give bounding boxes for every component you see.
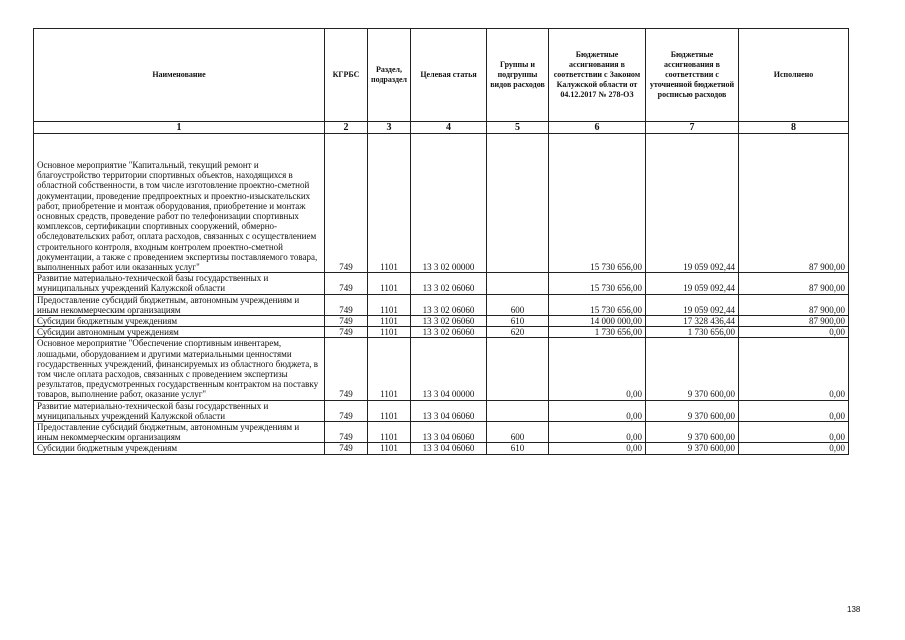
row-refined-amount: 19 059 092,44: [646, 273, 739, 294]
table-row: [34, 273, 849, 294]
row-kgrbs: 749: [325, 294, 368, 315]
row-refined-amount: 9 370 600,00: [646, 400, 739, 421]
row-law-amount: 14 000 000,00: [549, 316, 646, 327]
row-kgrbs: 749: [325, 316, 368, 327]
row-refined-amount: 9 370 600,00: [646, 443, 739, 454]
row-executed-amount: 87 900,00: [739, 294, 849, 315]
column-number: 3: [368, 122, 411, 134]
header-target-article: Целевая статья: [411, 29, 487, 122]
row-kgrbs: 749: [325, 273, 368, 294]
row-kgrbs: 749: [325, 443, 368, 454]
header-law-allocations: Бюджетные ассигнования в соответствии с Законом Калужской области от 04.12.2017 № 278-ОЗ: [549, 29, 646, 122]
header-executed: Исполнено: [739, 29, 849, 122]
row-kgrbs: 749: [325, 422, 368, 443]
row-name: Основное мероприятие "Капитальный, текущий ремонт и благоустройство территории спортивных объектов, находящихся в областной собственности, в том числе изготовление проектно-сметной документации, проведение предпроектных и проектно-изыскательских работ, приобретение и монтаж оборудования, приобретение и монтаж основных средств, проведение работ по телефонизации спортивных комплексов, сертификации спортивных сооружений, обмерно-обследовательских работ, оплата расходов, связанных с осуществлением строительного контроля, входным контролем проектно-сметной документации, а также с проведением экспертизы поставляемого товара, выполненных работ или оказанных услуг": [34, 134, 325, 273]
column-number: 6: [549, 122, 646, 134]
row-name: Развитие материально-технической базы государственных и муниципальных учреждений Калужской области: [34, 273, 325, 294]
row-executed-amount: 0,00: [739, 443, 849, 454]
row-name: Основное мероприятие "Обеспечение спортивным инвентарем, лошадьми, оборудованием и другими материальными ценностями государственных учреждений, финансируемых из областного бюджета, в том числе оплата расходов, связанных с проведением экспертизы результатов, предусмотренных государственным контрактом на поставку товаров, выполнение работ, оказание услуг": [34, 338, 325, 400]
row-refined-amount: 1 730 656,00: [646, 327, 739, 338]
row-executed-amount: 0,00: [739, 400, 849, 421]
row-name: Субсидии бюджетным учреждениям: [34, 443, 325, 454]
row-refined-amount: 9 370 600,00: [646, 338, 739, 400]
row-section: 1101: [368, 273, 411, 294]
header-expense-groups: Группы и подгруппы видов расходов: [487, 29, 549, 122]
header-kgrbs: КГРБС: [325, 29, 368, 122]
row-executed-amount: 87 900,00: [739, 316, 849, 327]
row-name: Субсидии автономным учреждениям: [34, 327, 325, 338]
row-refined-amount: 19 059 092,44: [646, 134, 739, 273]
row-section: 1101: [368, 338, 411, 400]
row-target-article: 13 3 04 06060: [411, 400, 487, 421]
row-target-article: 13 3 04 00000: [411, 338, 487, 400]
table-row: [34, 327, 849, 338]
row-law-amount: 15 730 656,00: [549, 134, 646, 273]
row-law-amount: 15 730 656,00: [549, 294, 646, 315]
row-expense-group: [487, 273, 549, 294]
row-kgrbs: 749: [325, 327, 368, 338]
row-name: Предоставление субсидий бюджетным, автономным учреждениям и иным некоммерческим организациям: [34, 294, 325, 315]
row-target-article: 13 3 02 00000: [411, 134, 487, 273]
row-expense-group: 610: [487, 316, 549, 327]
row-kgrbs: 749: [325, 134, 368, 273]
row-expense-group: 610: [487, 443, 549, 454]
row-law-amount: 15 730 656,00: [549, 273, 646, 294]
row-law-amount: 1 730 656,00: [549, 327, 646, 338]
row-section: 1101: [368, 316, 411, 327]
table-row: [34, 422, 849, 443]
budget-table-sheet: [33, 28, 848, 455]
row-expense-group: [487, 338, 549, 400]
row-executed-amount: 87 900,00: [739, 273, 849, 294]
column-number: 5: [487, 122, 549, 134]
row-law-amount: 0,00: [549, 422, 646, 443]
row-name: Субсидии бюджетным учреждениям: [34, 316, 325, 327]
row-name: Предоставление субсидий бюджетным, автономным учреждениям и иным некоммерческим организациям: [34, 422, 325, 443]
column-number: 7: [646, 122, 739, 134]
row-law-amount: 0,00: [549, 443, 646, 454]
row-kgrbs: 749: [325, 400, 368, 421]
column-number: 4: [411, 122, 487, 134]
row-executed-amount: 0,00: [739, 338, 849, 400]
header-section: Раздел, подраздел: [368, 29, 411, 122]
row-executed-amount: 0,00: [739, 422, 849, 443]
table-header-row: [34, 29, 849, 122]
row-refined-amount: 19 059 092,44: [646, 294, 739, 315]
row-expense-group: [487, 400, 549, 421]
row-target-article: 13 3 04 06060: [411, 443, 487, 454]
row-target-article: 13 3 02 06060: [411, 327, 487, 338]
row-refined-amount: 17 328 436,44: [646, 316, 739, 327]
row-expense-group: 600: [487, 294, 549, 315]
budget-execution-table: [33, 28, 849, 455]
row-target-article: 13 3 02 06060: [411, 316, 487, 327]
column-number: 1: [34, 122, 325, 134]
row-section: 1101: [368, 443, 411, 454]
table-row: [34, 134, 849, 273]
row-section: 1101: [368, 294, 411, 315]
row-law-amount: 0,00: [549, 338, 646, 400]
header-name: Наименование: [34, 29, 325, 122]
table-row: [34, 400, 849, 421]
table-row: [34, 443, 849, 454]
page-number: 138: [847, 605, 861, 614]
column-number: 2: [325, 122, 368, 134]
table-row: [34, 294, 849, 315]
row-expense-group: 600: [487, 422, 549, 443]
row-name: Развитие материально-технической базы государственных и муниципальных учреждений Калужской области: [34, 400, 325, 421]
row-target-article: 13 3 02 06060: [411, 273, 487, 294]
table-row: [34, 316, 849, 327]
row-executed-amount: 87 900,00: [739, 134, 849, 273]
row-section: 1101: [368, 134, 411, 273]
column-number-row: [34, 122, 849, 134]
row-target-article: 13 3 02 06060: [411, 294, 487, 315]
row-refined-amount: 9 370 600,00: [646, 422, 739, 443]
row-expense-group: 620: [487, 327, 549, 338]
row-section: 1101: [368, 422, 411, 443]
table-row: [34, 338, 849, 400]
header-refined-allocations: Бюджетные ассигнования в соответствии с уточненной бюджетной росписью расходов: [646, 29, 739, 122]
row-section: 1101: [368, 400, 411, 421]
row-expense-group: [487, 134, 549, 273]
row-kgrbs: 749: [325, 338, 368, 400]
row-target-article: 13 3 04 06060: [411, 422, 487, 443]
row-law-amount: 0,00: [549, 400, 646, 421]
row-executed-amount: 0,00: [739, 327, 849, 338]
row-section: 1101: [368, 327, 411, 338]
column-number: 8: [739, 122, 849, 134]
